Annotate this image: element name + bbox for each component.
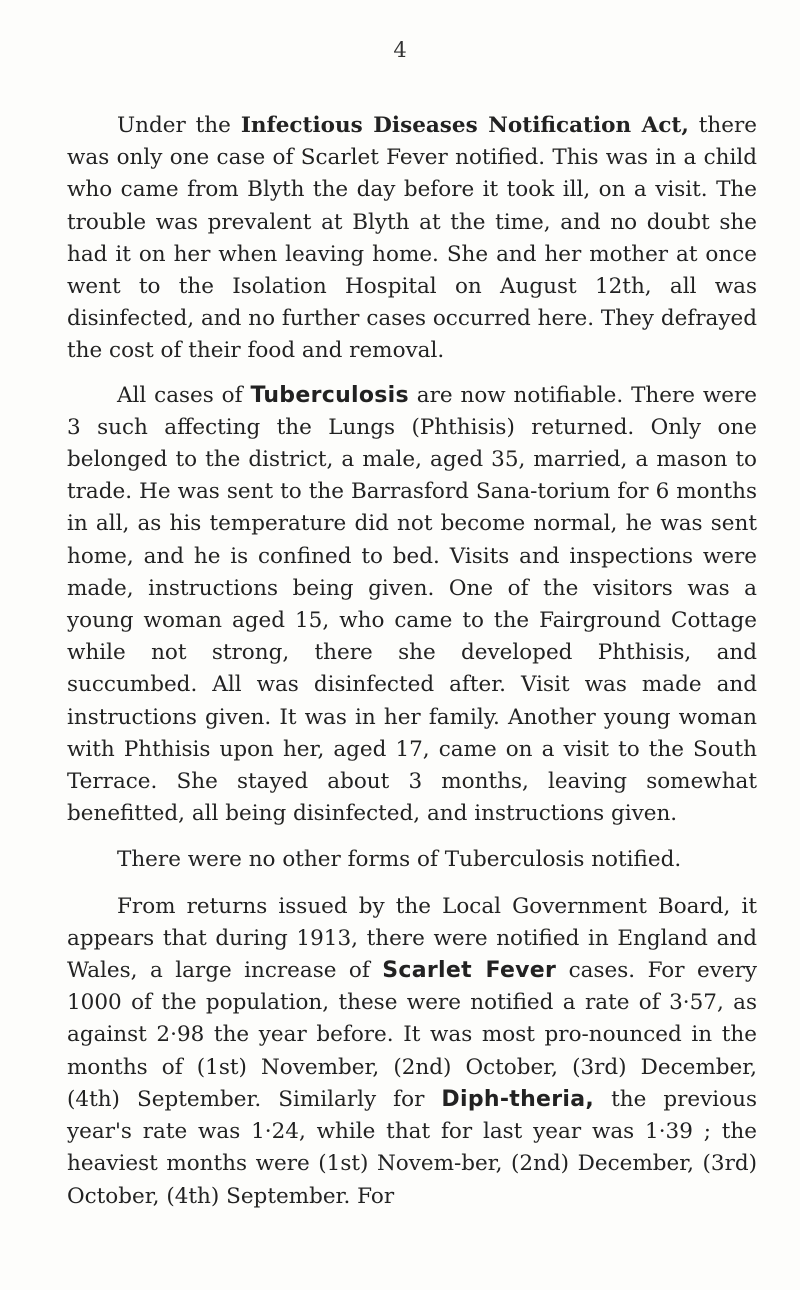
body-text	[67, 110, 757, 1213]
scarlet-fever-emphasis: Scarlet Fever	[382, 958, 557, 984]
paragraph-4-start: From returns issued by the Local Government Board, it appears that during 1913, there were notified in England and Wales, a large increase of	[67, 893, 757, 984]
page-number: 4	[393, 38, 407, 62]
paragraph-1-start: Under the	[117, 113, 241, 138]
paragraph-4-rest: the previous year's rate was 1·24, while that for last year was 1·39 ; the heaviest months were (1st) Novem-ber, (2nd) December, (3rd) October, (4th) September. For	[67, 1086, 757, 1209]
tuberculosis-emphasis: Tuberculosis	[250, 382, 409, 408]
paragraph-2-rest: are now notifiable. There were 3 such affecting the Lungs (Phthisis) returned. Only one belonged to the district, a male, aged 35, married, a mason to trade. He was sent to the Barrasford Sana-torium for 6 months in all, as his temperature did not become normal, he was sent home, and he is confined to bed. Visits and inspections were made, instructions being given. One of the visitors was a young woman aged 15, who came to the Fairground Cottage while not strong, there she developed Phthisis, and succumbed. All was disinfected after. Visit was made and instructions given. It was in her family. Another young woman with Phthisis upon her, aged 17, came on a visit to the South Terrace. She stayed about 3 months, leaving somewhat benefitted, all being disinfected, and instructions given.	[67, 382, 757, 827]
paragraph-4-middle: cases. For every 1000 of the population, these were notified a rate of 3·57, as against 2·98 the year before. It was most pro-nounced in the months of (1st) November, (2nd) October, (3rd) December, (4th) September. Similarly for	[67, 958, 757, 1112]
paragraph-1-rest: there was only one case of Scarlet Fever notified. This was in a child who came from Blyth the day before it took ill, on a visit. The trouble was prevalent at Blyth at the time, and no doubt she had it on her when leaving home. She and her mother at once went to the Isolation Hospital on August 12th, all was disinfected, and no further cases occurred here. They defrayed the cost of their food and removal.	[67, 113, 757, 364]
paragraph-national-returns	[67, 891, 757, 1213]
paragraph-tuberculosis-cases	[67, 380, 757, 831]
paragraph-scarlet-fever-notification	[67, 110, 757, 368]
paragraph-2-start: All cases of	[117, 382, 251, 408]
act-title-emphasis: Infectious Diseases Notification Act,	[240, 113, 689, 138]
paragraph-no-other-tuberculosis: There were no other forms of Tuberculosis notified.	[117, 847, 682, 873]
diphtheria-emphasis: Diph-theria,	[441, 1086, 595, 1112]
